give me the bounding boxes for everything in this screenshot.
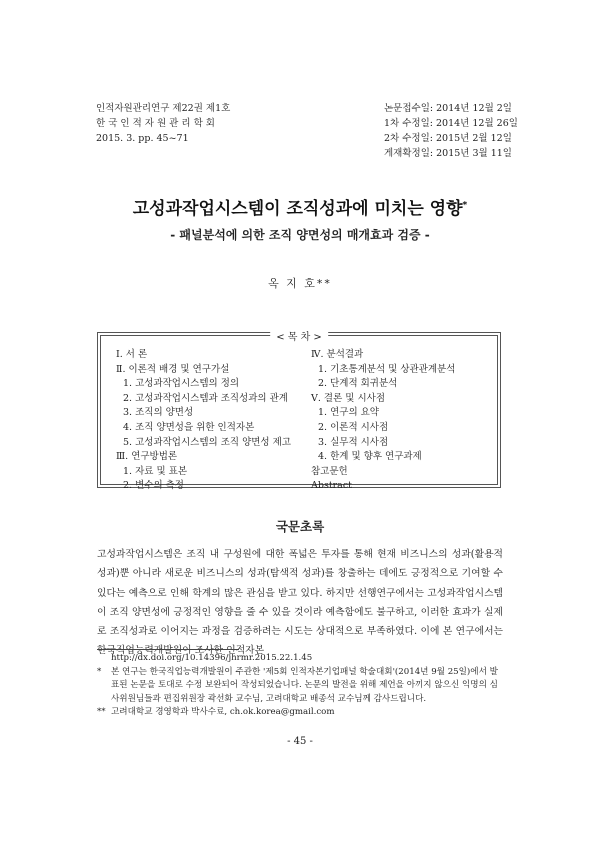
- toc-item: 2. 단계적 회귀분석: [318, 378, 398, 390]
- toc-inner-frame: [100, 332, 498, 492]
- footnote-text: 고려대학교 경영학과 박사수료, ch.ok.korea@gmail.com: [111, 707, 335, 718]
- author-name: 옥 지 호**: [268, 277, 332, 290]
- toc-item: Ⅱ. 이론적 배경 및 연구가설: [116, 363, 230, 375]
- toc-item: 3. 실무적 시사점: [318, 436, 389, 448]
- toc-item: 1. 고성과작업시스템의 정의: [123, 378, 240, 390]
- journal-pages: 2015. 3. pp. 45~71: [96, 133, 189, 144]
- paper-title-text: 고성과작업시스템이 조직성과에 미치는 영향: [132, 199, 463, 219]
- footnote-text: 본 연구는 한국직업능력개발원이 주관한 '제5회 인적자본기업패널 학술대회'(2014년 9월 25일)에서 발표된 논문을 토대로 수정 보완되어 작성되었습니다. 논문의 발전을 위해 제언을 아끼지 않으신 익명의 심사위원님들과 편집위원장 곽선화 교수님, 고려대학교 배종석 교수님께 감사드립니다.: [111, 666, 498, 704]
- journal-info: [96, 101, 230, 146]
- footnote-acknowledgement: [97, 666, 503, 707]
- toc-item: 1. 기초통계분석 및 상관관계분석: [318, 363, 456, 375]
- footnote-mark: *: [97, 666, 102, 677]
- toc-item: 2. 고성과작업시스템과 조직성과의 관계: [123, 392, 288, 404]
- toc-item: 2. 이론적 시사점: [318, 421, 389, 433]
- toc-item: 참고문헌: [311, 465, 348, 477]
- toc-item: 4. 한계 및 향후 연구과제: [318, 451, 422, 463]
- paper-title: [0, 194, 600, 219]
- toc-item: Abstract: [311, 480, 352, 492]
- toc-item: 1. 자료 및 표본: [123, 465, 188, 477]
- society-name: 한 국 인 적 자 원 관 리 학 회: [96, 118, 215, 129]
- accepted-date: 게재확정일: 2015년 3월 11일: [384, 148, 512, 159]
- toc-item: 3. 조직의 양면성: [123, 407, 194, 419]
- abstract-body: 고성과작업시스템은 조직 내 구성원에 대한 폭넓은 투자를 통해 현재 비즈니스의 성과(활용적 성과)뿐 아니라 새로운 비즈니스의 성과(탐색적 성과)를 창출하는 데에도 긍정적으로 기여할 수 있다는 예측으로 인해 학계의 많은 관심을 받고 있다. 하지만 선행연구에서는 고성과작업시스템이 조직 양면성에 긍정적인 영향을 줄 수 있을 것이라 예측함에도 불구하고, 이러한 효과가 실제로 조직성과로 이어지는 과정을 검증하려는 시도는 상대적으로 부족하였다. 이에 본 연구에서는 한국직업능력개발원이 조사한 인적자본: [97, 549, 503, 657]
- toc-item: 2. 변수의 측정: [123, 480, 184, 492]
- footnote-mark: **: [97, 707, 106, 718]
- toc-item: Ⅴ. 결론 및 시사점: [311, 392, 386, 404]
- footnote-author-affiliation: [97, 706, 503, 720]
- received-date: 논문접수일: 2014년 12월 2일: [384, 103, 512, 114]
- footnotes: [97, 652, 503, 720]
- toc-item: 4. 조직 양면성을 위한 인적자본: [123, 421, 255, 433]
- toc-item: Ⅰ. 서 론: [116, 349, 148, 360]
- toc-heading: < 목 차 >: [270, 328, 328, 343]
- toc-left-column: [116, 348, 291, 494]
- journal-name: 인적자원관리연구 제22권 제1호: [96, 103, 231, 114]
- abstract-heading: 국문초록: [275, 519, 325, 534]
- page-number: - 45 -: [287, 736, 313, 747]
- submission-dates: [384, 101, 518, 161]
- toc-item: 5. 고성과작업시스템의 조직 양면성 제고: [123, 436, 291, 448]
- paper-subtitle: - 패널분석에 의한 조직 양면성의 매개효과 검증 -: [170, 228, 430, 242]
- table-of-contents: [97, 332, 501, 492]
- revision2-date: 2차 수정일: 2015년 2월 12일: [384, 133, 512, 144]
- toc-right-column: [311, 348, 455, 494]
- title-footnote-mark: *: [462, 200, 468, 211]
- revision1-date: 1차 수정일: 2014년 12월 26일: [384, 118, 518, 129]
- toc-item: Ⅲ. 연구방법론: [116, 451, 178, 463]
- doi-link[interactable]: http://dx.doi.org/10.14396/jhrmr.2015.22.1.45: [111, 653, 313, 663]
- footnote-divider: [97, 649, 239, 650]
- toc-item: 1. 연구의 요약: [318, 407, 379, 419]
- toc-item: Ⅳ. 분석결과: [311, 349, 364, 360]
